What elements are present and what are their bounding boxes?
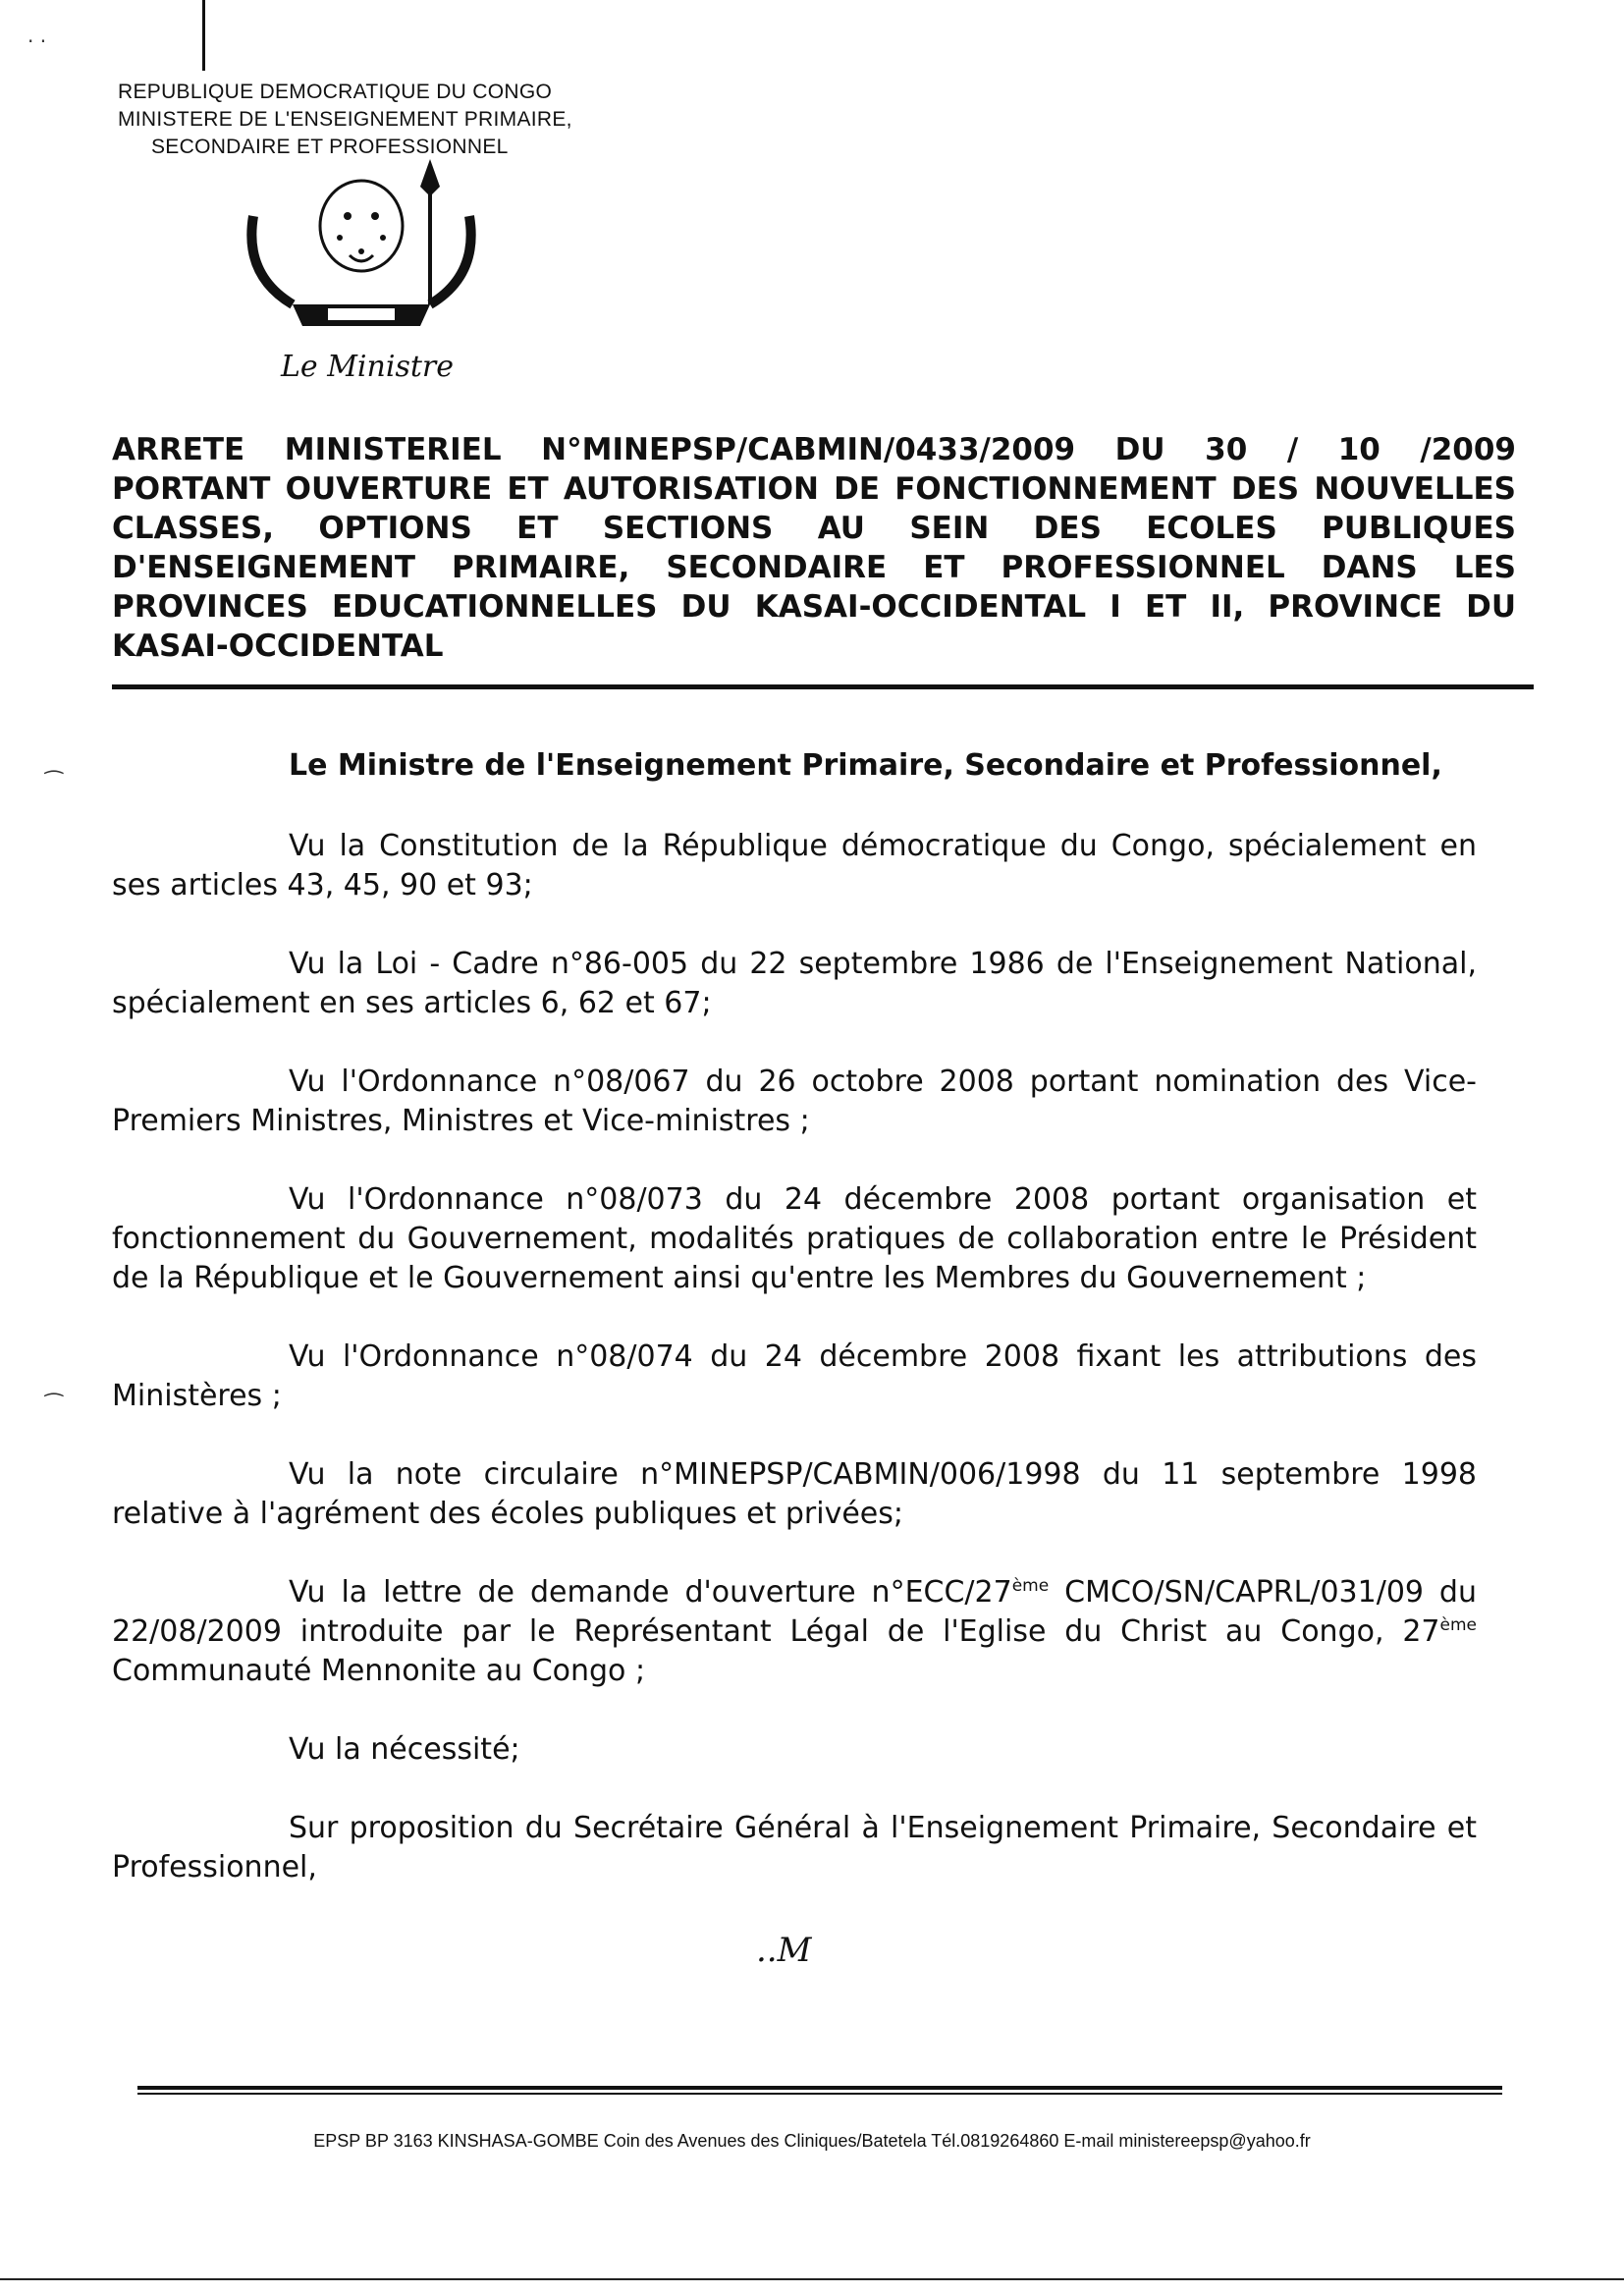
recital-text: Vu la lettre de demande d'ouverture n°ECC/27 [289, 1575, 1012, 1610]
decree-title-line: D'ENSEIGNEMENT PRIMAIRE, SECONDAIRE ET PROFESSIONNEL DANS LES [112, 550, 1516, 585]
title-divider [112, 684, 1534, 689]
scan-pen-stroke [202, 0, 205, 71]
superscript: ème [1011, 1576, 1050, 1596]
recital-loi-cadre: Vu la Loi - Cadre n°86-005 du 22 septembre 1986 de l'Enseignement National, spécialement en ses articles 6, 62 et 67; [112, 947, 1477, 1020]
superscript: ème [1439, 1615, 1477, 1635]
footer-contact: EPSP BP 3163 KINSHASA-GOMBE Coin des Avenues des Cliniques/Batetela Tél.0819264860 E-mail ministereepsp@yahoo.fr [313, 2131, 1311, 2151]
footer-divider [137, 2086, 1502, 2090]
scan-speck: · · [27, 29, 47, 53]
coat-of-arms-icon [234, 157, 489, 334]
footer-divider-thin [137, 2093, 1502, 2095]
recital-lettre-demande [112, 1573, 1477, 1691]
letterhead [118, 79, 707, 161]
recital-ordonnance-073: Vu l'Ordonnance n°08/073 du 24 décembre 2008 portant organisation et fonctionnement du Gouvernement, modalités pratiques de collaboration entre le Président de la République et le Gouvernement ainsi qu'entre les Membres du Gouvernement ; [112, 1182, 1477, 1295]
decree-body [112, 746, 1477, 1927]
scan-mark-left: ⁀ [45, 772, 63, 796]
decree-title-line: PROVINCES EDUCATIONNELLES DU KASAI-OCCIDENTAL I ET II, PROVINCE DU [112, 589, 1516, 625]
decree-title-line: PORTANT OUVERTURE ET AUTORISATION DE FONCTIONNEMENT DES NOUVELLES [112, 471, 1516, 507]
recital-constitution: Vu la Constitution de la République démocratique du Congo, spécialement en ses articles 43, 45, 90 et 93; [112, 829, 1477, 902]
scan-edge [0, 2278, 1624, 2280]
decree-title [112, 430, 1516, 666]
recital-ordonnance-067: Vu l'Ordonnance n°08/067 du 26 octobre 2008 portant nomination des Vice-Premiers Ministres, Ministres et Vice-ministres ; [112, 1065, 1477, 1138]
recital-ordonnance-074: Vu l'Ordonnance n°08/074 du 24 décembre 2008 fixant les attributions des Ministères ; [112, 1339, 1477, 1413]
decree-title-line: CLASSES, OPTIONS ET SECTIONS AU SEIN DES ECOLES PUBLIQUES [112, 511, 1516, 546]
initials-paraph: ..M [756, 1931, 812, 1970]
decree-intro: Le Ministre de l'Enseignement Primaire, Secondaire et Professionnel, [289, 748, 1442, 783]
scan-mark-left: ⁀ [45, 1394, 63, 1419]
letterhead-country: REPUBLIQUE DEMOCRATIQUE DU CONGO [118, 81, 553, 103]
decree-title-line: KASAI-OCCIDENTAL [112, 628, 444, 664]
minister-signature-label: Le Ministre [281, 350, 454, 384]
recital-proposition: Sur proposition du Secrétaire Général à l'Enseignement Primaire, Secondaire et Professionnel, [112, 1811, 1477, 1884]
recital-text: Communauté Mennonite au Congo ; [112, 1654, 646, 1688]
recital-necessite: Vu la nécessité; [289, 1732, 520, 1767]
recital-note-circulaire: Vu la note circulaire n°MINEPSP/CABMIN/006/1998 du 11 septembre 1998 relative à l'agrément des écoles publiques et privées; [112, 1457, 1477, 1531]
recital-text: CMCO/SN/CAPRL/031/09 du 22/08/2009 introduite par le Représentant Légal de l'Eglise du Christ au Congo, 27 [112, 1575, 1477, 1649]
letterhead-ministry-cont: SECONDAIRE ET PROFESSIONNEL [151, 136, 509, 158]
decree-title-line: ARRETE MINISTERIEL N°MINEPSP/CABMIN/0433/2009 DU 30 / 10 /2009 [112, 432, 1516, 467]
letterhead-ministry: MINISTERE DE L'ENSEIGNEMENT PRIMAIRE, [118, 108, 572, 131]
